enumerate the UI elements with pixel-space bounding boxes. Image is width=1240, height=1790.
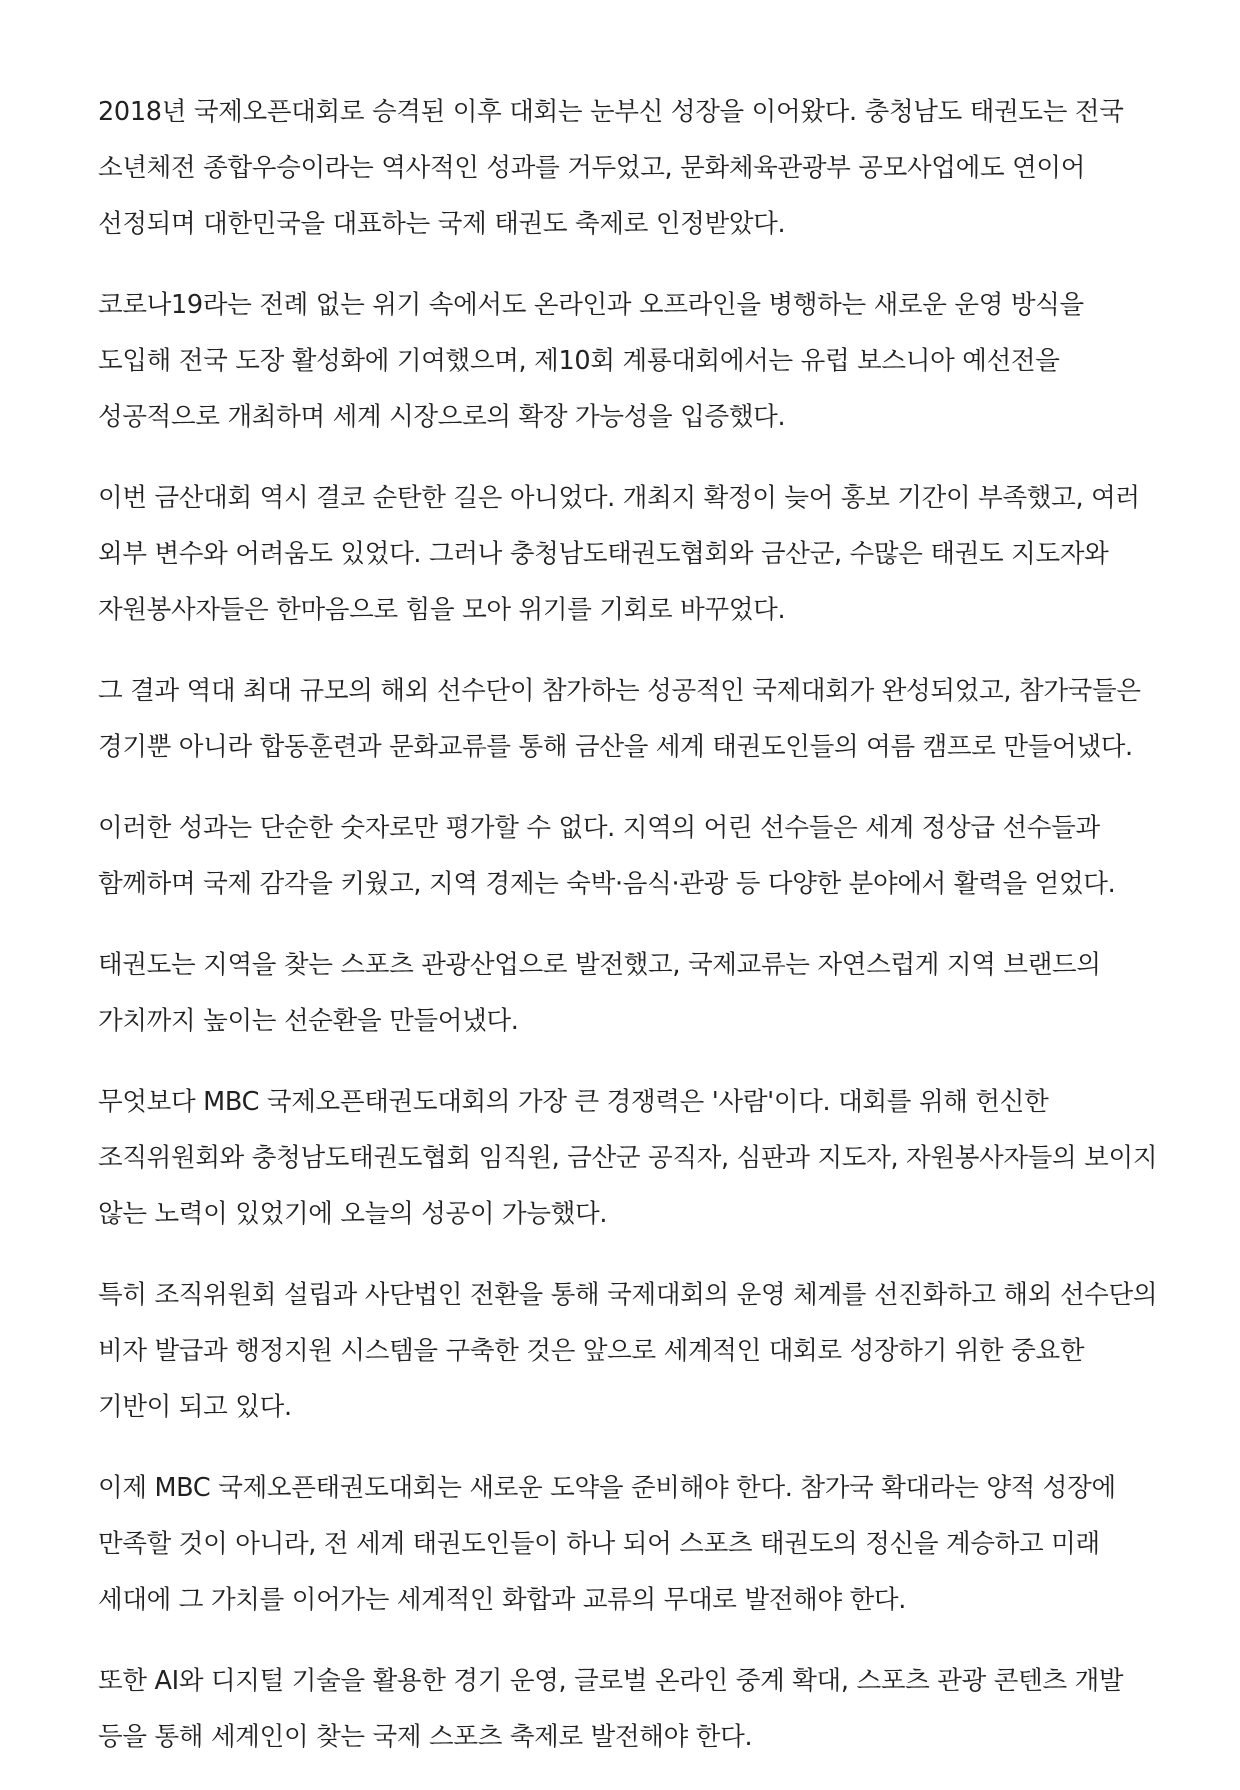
paragraph-1: 2018년 국제오픈대회로 승격된 이후 대회는 눈부신 성장을 이어왔다. 충청남도 태권도는 전국 소년체전 종합우승이라는 역사적인 성과를 거두었고, 문화체육관광부 공모사업에도 연이어 선정되며 대한민국을 대표하는 국제 태권도 축제로 인정받았다. — [98, 97, 1124, 239]
paragraph-4: 그 결과 역대 최대 규모의 해외 선수단이 참가하는 성공적인 국제대회가 완성되었고, 참가국들은 경기뿐 아니라 합동훈련과 문화교류를 통해 금산을 세계 태권도인들의 여름 캠프로 만들어냈다. — [98, 676, 1141, 762]
paragraph-2: 코로나19라는 전례 없는 위기 속에서도 온라인과 오프라인을 병행하는 새로운 운영 방식을 도입해 전국 도장 활성화에 기여했으며, 제10회 계룡대회에서는 유럽 보스니아 예선전을 성공적으로 개최하며 세계 시장으로의 확장 가능성을 입증했다. — [98, 290, 1084, 432]
paragraph-7: 무엇보다 MBC 국제오픈태권도대회의 가장 큰 경쟁력은 '사람'이다. 대회를 위해 헌신한 조직위원회와 충청남도태권도협회 임직원, 금산군 공직자, 심판과 지도자, 자원봉사자들의 보이지 않는 노력이 있었기에 오늘의 성공이 가능했다. — [98, 1087, 1158, 1229]
paragraph-8: 특히 조직위원회 설립과 사단법인 전환을 통해 국제대회의 운영 체계를 선진화하고 해외 선수단의 비자 발급과 행정지원 시스템을 구축한 것은 앞으로 세계적인 대회로 성장하기 위한 중요한 기반이 되고 있다. — [98, 1280, 1158, 1422]
paragraph-6: 태권도는 지역을 찾는 스포츠 관광산업으로 발전했고, 국제교류는 자연스럽게 지역 브랜드의 가치까지 높이는 선순환을 만들어냈다. — [98, 950, 1101, 1036]
paragraph-10: 또한 AI와 디지털 기술을 활용한 경기 운영, 글로벌 온라인 중계 확대, 스포츠 관광 콘텐츠 개발 등을 통해 세계인이 찾는 국제 스포츠 축제로 발전해야 한다. — [98, 1666, 1124, 1752]
article-body — [98, 84, 1158, 1790]
paragraph-5: 이러한 성과는 단순한 숫자로만 평가할 수 없다. 지역의 어린 선수들은 세계 정상급 선수들과 함께하며 국제 감각을 키웠고, 지역 경제는 숙박·음식·관광 등 다양한 분야에서 활력을 얻었다. — [98, 813, 1116, 899]
paragraph-3: 이번 금산대회 역시 결코 순탄한 길은 아니었다. 개최지 확정이 늦어 홍보 기간이 부족했고, 여러 외부 변수와 어려움도 있었다. 그러나 충청남도태권도협회와 금산군, 수많은 태권도 지도자와 자원봉사자들은 한마음으로 힘을 모아 위기를 기회로 바꾸었다. — [98, 483, 1140, 625]
paragraph-9: 이제 MBC 국제오픈태권도대회는 새로운 도약을 준비해야 한다. 참가국 확대라는 양적 성장에 만족할 것이 아니라, 전 세계 태권도인들이 하나 되어 스포츠 태권도의 정신을 계승하고 미래 세대에 그 가치를 이어가는 세계적인 화합과 교류의 무대로 발전해야 한다. — [98, 1473, 1116, 1615]
